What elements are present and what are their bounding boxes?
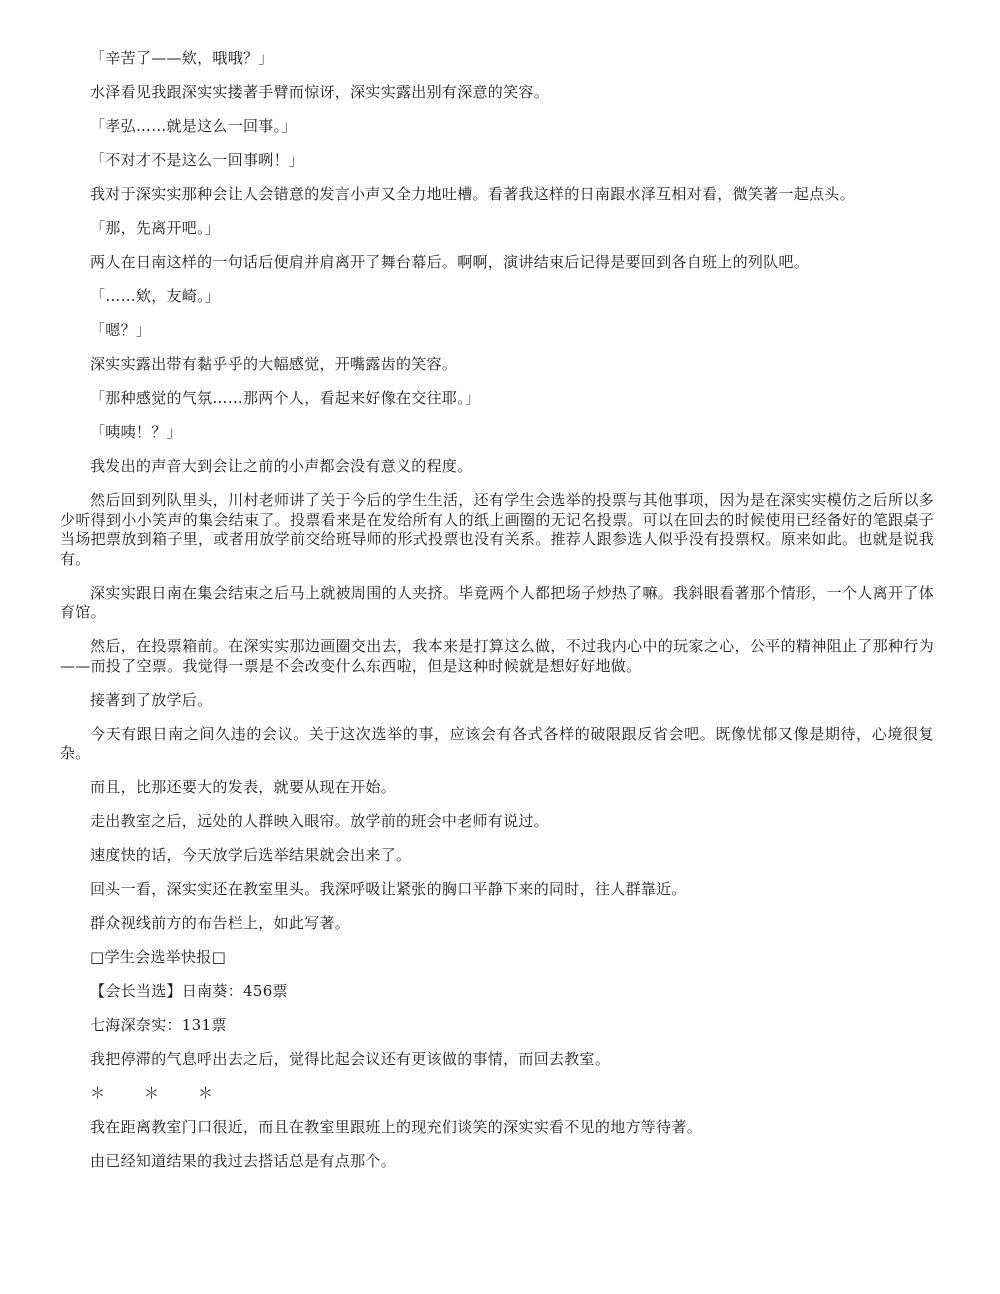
bulletin-title: □学生会选举快报□: [90, 948, 227, 966]
narration-paragraph: 深实实露出带有黏乎乎的大幅感觉，开嘴露齿的笑容。: [90, 355, 458, 373]
narration-paragraph: 而且，比那还要大的发表，就要从现在开始。: [90, 778, 397, 796]
narration-paragraph: 两人在日南这样的一句话后便肩并肩离开了舞台幕后。啊啊，演讲结束后记得是要回到各自班上的列队吧。: [90, 253, 810, 271]
narration-paragraph: 今天有跟日南之间久违的会议。关于这次选举的事，应该会有各式各样的破限跟反省会吧。既像忧郁又像是期待，心境很复杂。: [60, 724, 934, 762]
narration-paragraph: 群众视线前方的布告栏上，如此写著。: [90, 914, 351, 932]
dialogue-line: 「那，先离开吧。」: [90, 219, 221, 237]
dialogue-line: 「孝弘……就是这么一回事。」: [90, 117, 297, 135]
dialogue-line: 「辛苦了——欸，哦哦？」: [90, 49, 274, 67]
election-result-winner: 【会长当选】日南葵：456票: [90, 982, 288, 1000]
narration-paragraph: 然后，在投票箱前。在深实实那边画圈交出去，我本来是打算这么做，不过我内心中的玩家之心，公平的精神阻止了那种行为——而投了空票。我觉得一票是不会改变什么东西啦，但是这种时候就是想好好地做。: [60, 637, 934, 675]
election-result-runner-up: 七海深奈实：131票: [90, 1016, 227, 1034]
narration-paragraph: 然后回到列队里头，川村老师讲了关于今后的学生生活，还有学生会选举的投票与其他事项，因为是在深实实模仿之后所以多少听得到小小笑声的集会结束了。投票看来是在发给所有人的纸上画圈的无记名投票。可以在回去的时候使用已经备好的笔跟桌子当场把票放到箱子里，或者用放学前交给班导师的形式投票也没有关系。推荐人跟参选人似乎没有投票权。原来如此。也就是说我有。: [60, 491, 934, 568]
document-page: [60, 49, 934, 1186]
narration-paragraph: 我发出的声音大到会让之前的小声都会没有意义的程度。: [90, 457, 473, 475]
scene-break: ＊ ＊ ＊: [90, 1084, 226, 1102]
narration-paragraph: 我把停滞的气息呼出去之后，觉得比起会议还有更该做的事情，而回去教室。: [90, 1050, 611, 1068]
dialogue-line: 「……欸，友崎。」: [90, 287, 221, 305]
narration-paragraph: 深实实跟日南在集会结束之后马上就被周围的人夹挤。毕竟两个人都把场子炒热了嘛。我斜眼看著那个情形，一个人离开了体育馆。: [60, 583, 934, 621]
narration-paragraph: 我对于深实实那种会让人会错意的发言小声又全力地吐槽。看著我这样的日南跟水泽互相对看，微笑著一起点头。: [90, 185, 856, 203]
dialogue-line: 「那种感觉的气氛……那两个人，看起来好像在交往耶。」: [90, 389, 481, 407]
narration-paragraph: 由已经知道结果的我过去搭话总是有点那个。: [90, 1152, 397, 1170]
dialogue-line: 「咦咦！？」: [90, 423, 182, 441]
narration-paragraph: 我在距离教室门口很近，而且在教室里跟班上的现充们谈笑的深实实看不见的地方等待著。: [90, 1118, 703, 1136]
narration-paragraph: 速度快的话，今天放学后选举结果就会出来了。: [90, 846, 412, 864]
narration-paragraph: 接著到了放学后。: [90, 690, 213, 709]
dialogue-line: 「嗯？」: [90, 321, 152, 339]
narration-paragraph: 水泽看见我跟深实实搂著手臂而惊讶，深实实露出别有深意的笑容。: [90, 83, 550, 101]
narration-paragraph: 回头一看，深实实还在教室里头。我深呼吸让紧张的胸口平静下来的同时，往人群靠近。: [90, 880, 687, 898]
dialogue-line: 「不对才不是这么一回事咧！」: [90, 151, 305, 169]
narration-paragraph: 走出教室之后，远处的人群映入眼帘。放学前的班会中老师有说过。: [90, 812, 550, 830]
